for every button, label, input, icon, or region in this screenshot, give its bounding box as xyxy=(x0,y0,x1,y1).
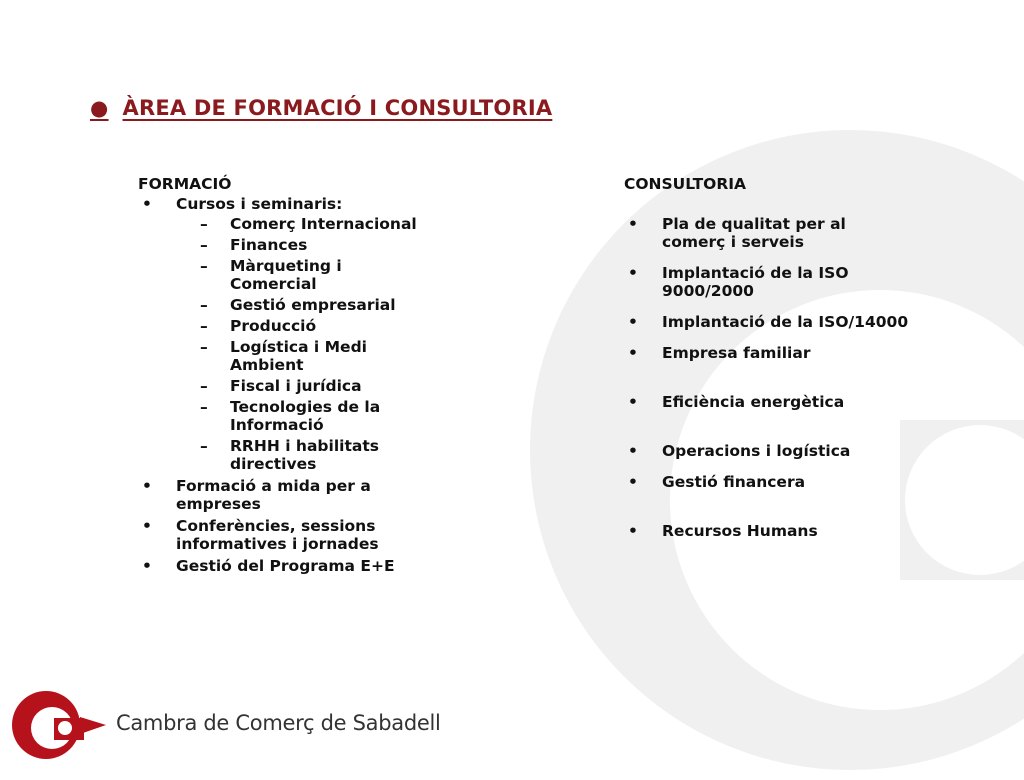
sublist-item xyxy=(138,398,428,434)
sublist-item xyxy=(138,437,428,473)
dash: – xyxy=(200,236,208,254)
dash: – xyxy=(200,296,208,314)
dash: – xyxy=(200,338,208,356)
list-item-label: Pla de qualitat per al comerç i serveis xyxy=(662,215,846,251)
list-item xyxy=(624,522,914,540)
list-item xyxy=(138,195,428,473)
cambra-logo-icon xyxy=(10,688,106,762)
org-name: Cambra de Comerç de Sabadell xyxy=(116,711,441,735)
dash: – xyxy=(200,377,208,395)
list-item xyxy=(624,313,914,331)
bullet: • xyxy=(628,393,638,411)
list-item-label: Recursos Humans xyxy=(662,522,818,540)
list-item-label: Implantació de la ISO/14000 xyxy=(662,313,909,331)
list-item-label: Gestió financera xyxy=(662,473,806,491)
title-text: ÀREA DE FORMACIÓ I CONSULTORIA xyxy=(122,96,553,120)
formacio-heading: FORMACIÓ xyxy=(138,175,232,193)
list-item-label: Empresa familiar xyxy=(662,344,811,362)
bullet: • xyxy=(628,522,638,540)
sublist-item xyxy=(138,317,428,335)
bullet: • xyxy=(142,195,152,213)
dash: – xyxy=(200,437,208,455)
list-item-label: Gestió del Programa E+E xyxy=(176,557,395,575)
bullet: • xyxy=(628,313,638,331)
list-item xyxy=(624,344,914,362)
dash: – xyxy=(200,317,208,335)
list-item xyxy=(624,264,914,300)
sublist-item-label: Comerç Internacional xyxy=(230,215,417,233)
sublist-item-label: Tecnologies de la Informació xyxy=(230,398,381,434)
list-item xyxy=(624,215,914,251)
list-item-label: Eficiència energètica xyxy=(662,393,845,411)
sublist-item-label: Producció xyxy=(230,317,317,335)
dash: – xyxy=(200,257,208,275)
sublist-item-label: Logística i Medi Ambient xyxy=(230,338,367,374)
slide-title xyxy=(90,96,552,120)
list-item xyxy=(624,473,914,491)
list-item xyxy=(138,517,428,553)
sublist-item xyxy=(138,377,428,395)
sublist-item-label: RRHH i habilitats directives xyxy=(230,437,379,473)
list-item xyxy=(624,442,914,460)
sublist-item-label: Finances xyxy=(230,236,308,254)
list-item xyxy=(138,557,428,575)
sublist xyxy=(176,215,428,473)
list-item-label: Operacions i logística xyxy=(662,442,851,460)
sublist-item xyxy=(138,338,428,374)
list-item-label: Formació a mida per a empreses xyxy=(176,477,371,513)
list-item xyxy=(138,477,428,513)
list-item-label: Implantació de la ISO 9000/2000 xyxy=(662,264,849,300)
bullet: • xyxy=(628,473,638,491)
bullet: • xyxy=(142,517,152,535)
bullet: • xyxy=(142,557,152,575)
consultoria-column xyxy=(624,175,914,571)
dash: – xyxy=(200,398,208,416)
sublist-item xyxy=(138,296,428,314)
list-item-label: Cursos i seminaris: xyxy=(176,195,343,213)
sublist-item-label: Fiscal i jurídica xyxy=(230,377,362,395)
sublist-item-label: Gestió empresarial xyxy=(230,296,396,314)
list-item xyxy=(624,393,914,411)
bullet: • xyxy=(142,477,152,495)
bullet: • xyxy=(628,344,638,362)
bullet: • xyxy=(628,264,638,282)
consultoria-heading: CONSULTORIA xyxy=(624,175,747,193)
sublist-item-label: Màrqueting i Comercial xyxy=(230,257,342,293)
sublist-item xyxy=(138,215,428,233)
title-bullet: ● xyxy=(90,96,109,120)
dash: – xyxy=(200,215,208,233)
sublist-item xyxy=(138,236,428,254)
sublist-item xyxy=(138,257,428,293)
list-item-label: Conferències, sessions informatives i jornades xyxy=(176,517,379,553)
bullet: • xyxy=(628,215,638,233)
bullet: • xyxy=(628,442,638,460)
formacio-column xyxy=(138,175,428,579)
